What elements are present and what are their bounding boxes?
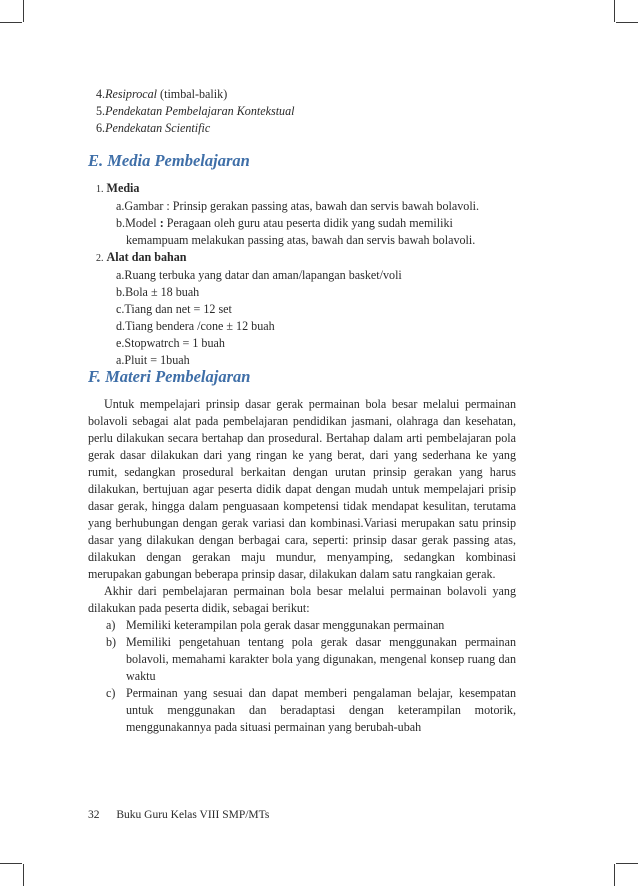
item-text: : — [159, 216, 164, 230]
paragraph-text: Untuk mempelajari prinsip dasar gerak permainan bola besar melalui permainan bolavoli sebagai alat pada pembelajaran pendidikan jasmani, olahraga dan kesehatan, perlu dilakukan secara bertahap dan prosedural. Bertahap dalam arti pembelajaran pola gerak dasar dilakukan dari yang ringan ke yang berat, dari yang sederhana ke yang rumit, sedangkan prosedural berkaitan dengan urutan prinsip gerakan yang harus dilakukan, bertujuan agar peserta didik dapat dengan mudah untuk mempelajari prisip dasar gerak, hingga dalam penguasaan kompetensi tidak mendapat kesulitan, terutama yang berhubungan dengan gerak variasi dan kombinasi.Variasi merupakan satu prinsip dasar yang dilakukan dengan berbagai cara, seperti: prinsip dasar gerak passing atas, dilakukan dengan gerakan maju mundur, menyamping, sedangkan kombinasi merupakan gabungan beberapa prinsip dasar, dilakukan dalam satu rangkaian gerak. — [88, 397, 516, 581]
item-letter: c) — [106, 686, 116, 700]
section-heading: F. Materi Pembelajaran — [88, 367, 251, 386]
item-text: Pluit = 1buah — [124, 353, 190, 367]
section-heading: E. Media Pembelajaran — [88, 151, 250, 170]
item-text: Permainan yang sesuai dan dapat memberi pengalaman belajar, kesempatan untuk menggunakan dan beradaptasi dengan keterampilan motorik, menggunakannya pada situasi permainan yang berubah-ubah — [126, 686, 516, 734]
item-text: (timbal-balik) — [157, 87, 228, 101]
list-item — [88, 685, 516, 736]
item-letter: a. — [116, 268, 125, 282]
list-item — [96, 215, 524, 232]
item-term: Pendekatan Pembelajaran Kontekstual — [105, 104, 295, 118]
item-letter: a. — [116, 199, 125, 213]
crop-mark — [0, 22, 22, 23]
list-item — [96, 198, 524, 215]
crop-mark — [23, 0, 24, 22]
list-item — [96, 180, 524, 198]
list-item-continuation — [96, 232, 524, 249]
crop-mark — [0, 863, 22, 864]
materi-body — [88, 396, 516, 736]
list-item — [96, 267, 524, 284]
item-text: Gambar : Prinsip gerakan passing atas, bawah dan servis bawah bolavoli. — [124, 199, 480, 213]
item-text: Memiliki pengetahuan tentang pola gerak dasar menggunakan permainan bolavoli, memahami karakter bola yang digunakan, mengenal konsep ruang dan waktu — [126, 635, 516, 683]
crop-mark — [614, 864, 615, 886]
list-item — [96, 284, 524, 301]
item-letter: b. — [116, 216, 126, 230]
crop-mark — [616, 863, 638, 864]
section-materi — [88, 366, 516, 388]
paragraph — [88, 396, 516, 583]
item-label: Alat dan bahan — [106, 250, 187, 264]
item-number: 2. — [96, 253, 104, 264]
item-letter: e. — [116, 336, 125, 350]
item-number: 4. — [96, 87, 106, 101]
crop-mark — [23, 864, 24, 886]
list-item — [96, 335, 524, 352]
crop-mark — [614, 0, 615, 22]
item-text: Tiang dan net = 12 set — [124, 302, 232, 316]
list-item — [96, 318, 524, 335]
section-media — [88, 150, 516, 172]
paragraph-text: Akhir dari pembelajaran permainan bola besar melalui permainan bolavoli yang dilakukan pada peserta didik, sebagai berikut: — [88, 584, 516, 615]
item-letter: a) — [106, 618, 116, 632]
item-letter: a. — [116, 353, 125, 367]
approach-list — [96, 86, 524, 137]
book-title: Buku Guru Kelas VIII SMP/MTs — [116, 809, 270, 821]
list-item — [96, 301, 524, 318]
item-text: kemampuam melakukan passing atas, bawah dan servis bawah bolavoli. — [126, 233, 476, 247]
list-item — [88, 617, 516, 634]
item-text: Tiang bendera /cone ± 12 buah — [125, 319, 275, 333]
item-term: Resiprocal — [105, 87, 158, 101]
item-number: 6. — [96, 121, 106, 135]
list-item — [96, 103, 524, 120]
paragraph — [88, 583, 516, 617]
item-text: Memiliki keterampilan pola gerak dasar menggunakan permainan — [126, 618, 445, 632]
crop-mark — [616, 22, 638, 23]
page-footer — [88, 809, 269, 821]
item-text: Ruang terbuka yang datar dan aman/lapangan basket/voli — [124, 268, 402, 282]
item-text: Peragaan oleh guru atau peserta didik yang sudah memiliki — [163, 216, 453, 230]
item-label: Media — [106, 181, 140, 195]
item-term: Pendekatan Scientific — [105, 121, 211, 135]
item-number: 1. — [96, 184, 104, 195]
page-number: 32 — [88, 809, 100, 821]
item-number: 5. — [96, 104, 106, 118]
item-letter: b. — [116, 285, 126, 299]
item-letter: d. — [116, 319, 126, 333]
item-text: Stopwatrch = 1 buah — [124, 336, 225, 350]
media-list — [96, 180, 524, 369]
item-letter: b) — [106, 635, 117, 649]
list-item — [96, 120, 524, 137]
item-text: Bola ± 18 buah — [125, 285, 200, 299]
list-item — [96, 249, 524, 267]
item-text: Model — [125, 216, 160, 230]
list-item — [96, 86, 524, 103]
item-letter: c. — [116, 302, 125, 316]
list-item — [88, 634, 516, 685]
